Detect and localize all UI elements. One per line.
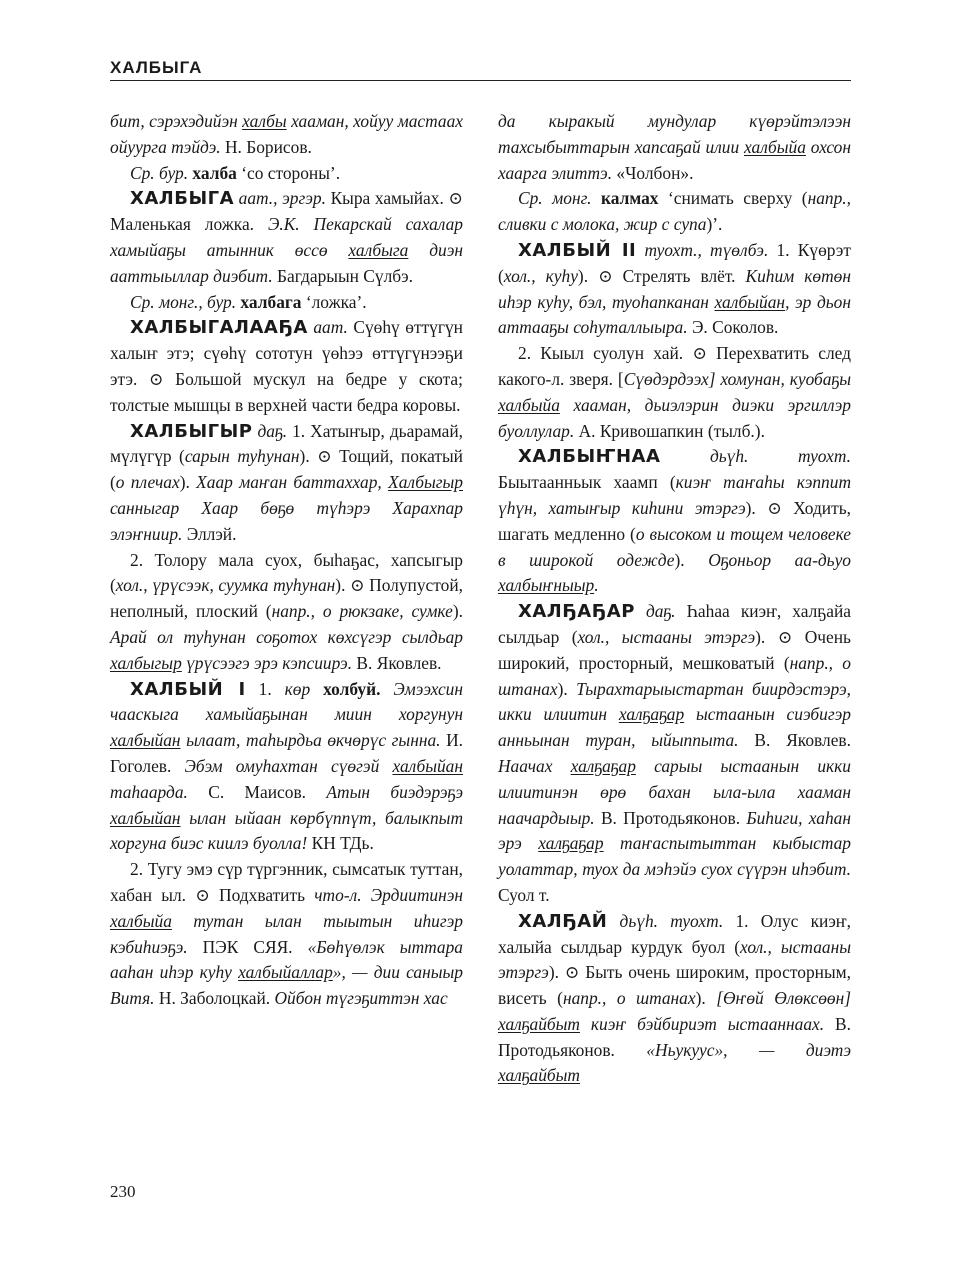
definition: ). — [179, 472, 190, 493]
entry-halbyga — [110, 186, 463, 289]
source-citation: Э. Соколов. — [687, 317, 779, 338]
definition: ). ⊙ Быть очень широким, просторным, висеть ( — [498, 962, 851, 1009]
example-text: ылаат, таһырдьа өкчөрүс гынна. — [180, 730, 441, 751]
right-column — [498, 109, 851, 1089]
headword: ХАЛБЫГАЛААҔА — [130, 317, 308, 339]
underlined-word: халҕайбыт — [498, 1065, 580, 1086]
example-text: «Ньукуус», — диэтэ — [614, 1039, 851, 1060]
underlined-word: халбыҥныыр — [498, 575, 595, 596]
example-text: киэҥ бэйбириэт ыстааннаах. — [579, 1013, 825, 1034]
sense-2 — [498, 341, 851, 444]
etym-gloss: )’. — [706, 214, 723, 235]
underlined-word: халбыга — [348, 239, 409, 260]
usage-note: о высоком и тощем человеке в широкой одежде — [498, 523, 852, 570]
etym-gloss: ‘снимать сверху ( — [658, 188, 808, 209]
example-text: , эр дьон аттааҕы соһуталлыыра. — [498, 291, 851, 338]
entry-continuation — [498, 109, 851, 186]
source-citation: Суол т. — [498, 884, 550, 905]
source-citation: Н. Борисов. — [220, 136, 312, 157]
underlined-word: халбыйан — [110, 730, 181, 751]
example-text: ылан ыйаан көрбүппүт, балыкпыт хоргуна биэс киилэ буолла! — [110, 807, 463, 854]
example-text: Эрдиитинэн — [361, 884, 463, 905]
source-citation: В. Яковлев. — [352, 652, 442, 673]
headword: ХАЛБЫЙ II — [518, 239, 637, 261]
etym-label: Ср. монг. — [518, 188, 601, 209]
source-citation: В. Яковлев. — [738, 730, 851, 751]
headword: ХАЛБЫЙ I — [130, 678, 246, 700]
definition: 2. Кыыл суолун хай. ⊙ Перехватить след какого-л. зверя. [ — [498, 343, 851, 389]
underlined-word: халбыйа — [498, 394, 560, 415]
usage-note: хол., ыстааны этэргэ — [577, 626, 756, 647]
grammar-label: дьүһ. туохт. — [660, 446, 851, 467]
grammar-label: даҕ. — [634, 601, 676, 622]
entry-halbygyr — [110, 419, 463, 548]
usage-note: напр., о штанах — [562, 988, 696, 1009]
etym-gloss: ‘со стороны’. — [236, 162, 341, 183]
example-text: таһаарда. — [110, 781, 188, 802]
definition: 1. Олус киэҥ, халыйа сылдьар курдук буол ( — [498, 910, 851, 957]
usage-note: хол., үрүсээк, суумка туһунан — [115, 575, 336, 596]
example-text: хааман, дьиэлэрин диэки эргиллэр буоллулар. — [498, 394, 851, 441]
example-text: «Бөһүөлэк ыттара ааһан иһэр куһу — [110, 936, 463, 983]
usage-note: хол., куһу — [503, 265, 578, 286]
etym-label: Ср. монг., бур. — [130, 291, 241, 312]
example-text: [Өҥөй Өлөксөөн] — [705, 988, 852, 1009]
etym-word: калмах — [600, 188, 659, 209]
example-text: Наачах — [498, 755, 571, 776]
sense-number: 1. — [245, 678, 285, 699]
underlined-word: халбыйаллар — [238, 962, 333, 983]
example-text: тутан ылан тыытын иһигэр кэбиһиэҕэ. — [110, 910, 463, 957]
underlined-word: халҕайбыт — [498, 1013, 580, 1034]
definition: ). ⊙ Очень широкий, просторный, мешковатый ( — [498, 626, 851, 673]
usage-note: напр., о рюкзаке, сумке — [271, 601, 453, 622]
headword: ХАЛҔАҔАР — [518, 601, 635, 623]
header-rule — [110, 80, 851, 81]
source-citation: «Чолбон». — [612, 162, 694, 183]
usage-note: напр., сливки с молока, жир с супа — [498, 188, 851, 235]
example-text: Оҕоньор аа-дьуо — [684, 549, 851, 570]
example-text: », — дии саныыр Витя. — [110, 962, 463, 1009]
definition: 1. Хатыҥыр, дьарамай, мүлүгүр ( — [110, 420, 463, 467]
entry-continuation — [110, 109, 463, 161]
etym-word: халба — [192, 162, 237, 183]
sense-2 — [110, 548, 463, 677]
underlined-word: халбыйан — [714, 291, 786, 312]
underlined-word: халҕаҕар — [538, 833, 604, 854]
usage-note: киэҥ таҥаһы кэппит үһүн, хатыҥыр киһини этэргэ — [498, 472, 852, 518]
usage-note: сарын туһунан — [184, 446, 300, 467]
underlined-word: халбы — [242, 111, 287, 131]
grammar-label: даҕ. — [252, 420, 288, 441]
definition: Сүөһү өттүгүн халыҥ этэ; сүөһү сототун үөһээ өттүгүнээҕи этэ. ⊙ Большой мускул на бедре у скота; толстые мышцы в верхней части бедра коровы. — [110, 317, 463, 415]
grammar-label: аат. — [307, 317, 348, 338]
entry-halbygalaaga — [110, 315, 463, 418]
headword: ХАЛБЫГЫР — [130, 420, 253, 442]
example-text: Хаар маҥан баттаххар, — [189, 472, 389, 493]
example-text: хааман, хойуу мастаах ойуурга тэйдэ. — [110, 111, 464, 157]
example-text: да кыракый мундулар күөрэйтэлээн тахсыбыттарын хапсаҕай илии — [498, 111, 851, 157]
definition: ). ⊙ Тощий, покатый ( — [110, 446, 463, 493]
sense-2 — [110, 857, 463, 1012]
example-text: Э.К. Пекарскай сахалар хамыйаҕы атынник өссө — [110, 214, 463, 260]
example-text: Эбэм омуһахтан сүөгэй — [171, 755, 393, 776]
grammar-label: туохт., түөлбэ. — [636, 239, 769, 260]
definition: ). ⊙ Полупустой, неполный, плоский ( — [110, 575, 463, 622]
grammar-label: дьүһ. туохт. — [607, 910, 724, 931]
source-citation: Багдарыын Сүлбэ. — [272, 265, 413, 286]
definition: Һаһаа киэҥ, халҕайа сылдьар ( — [498, 601, 851, 647]
underlined-word: халбыйа — [744, 136, 806, 157]
grammar-label: көр — [284, 678, 311, 699]
source-citation: Н. Заболоцкай. — [154, 988, 271, 1009]
definition: ). — [695, 988, 706, 1009]
example-text: Арай ол туһунан соҕотох көхсүгэр сылдьар — [110, 626, 463, 647]
entry-halbyi-2 — [498, 238, 851, 341]
underlined-word: Халбыгыр — [388, 472, 463, 493]
example-text: Биһиги, хаһан эрэ — [498, 807, 851, 854]
example-text: Тырахтарыыстартан биирдэстэрэ, икки илиитин — [498, 678, 851, 725]
example-text: сарыы ыстаанын икки илиитинэн өрө бахан ыла-ыла хааман наачардыыр. — [498, 755, 852, 828]
example-text: ыстаанын сиэбигэр анньынан туран, ыйыппыта. — [498, 704, 851, 751]
example-text: санныгар Хаар бөҕө түһэрэ Харахпар элэҥниир. — [110, 497, 463, 544]
example-text: Атын биэдэрэҕэ — [306, 781, 463, 802]
underlined-word: халҕаҕар — [570, 755, 636, 776]
source-citation: КН ТДь. — [307, 833, 374, 854]
example-text: Ойбон түгэҕиттэн хас — [270, 988, 448, 1009]
entry-halgai — [498, 909, 851, 1090]
example-text: охсон хаарга элиттэ. — [498, 136, 851, 183]
example-text: Эмээхсин чааскыга хамыйаҕынан миин хоргунун — [110, 678, 463, 725]
source-citation: А. Кривошапкин (тылб.). — [574, 420, 765, 441]
definition: Кыра хамыйах. ⊙ Маленькая ложка. — [110, 188, 463, 235]
underlined-word: халбыйа — [110, 910, 172, 931]
grammar-label: аат., эргэр. — [234, 188, 326, 209]
usage-note: что-л. — [314, 884, 362, 905]
source-citation: ПЭК СЯЯ. — [187, 936, 293, 957]
etymology-note — [498, 186, 851, 238]
source-citation: Эллэй. — [182, 523, 237, 544]
underlined-word: халбыгыр — [110, 652, 182, 673]
underlined-word: халҕаҕар — [618, 704, 685, 725]
usage-note: хол., ыстааны этэргэ — [498, 936, 851, 983]
etym-label: Ср. бур. — [130, 162, 193, 183]
example-text: таҥаспытыттан кыбыстар уолаттар, туох да мэһэйэ суох сүүрэн иһэбит. — [498, 833, 851, 880]
usage-note: напр., о штанах — [498, 652, 851, 699]
etym-word: халбага — [240, 291, 302, 312]
entry-halbyi-1 — [110, 677, 463, 858]
definition: 2. Тугу эмэ сүр түргэнник, сымсатык туттан, хабан ыл. ⊙ Подхватить — [110, 859, 463, 905]
source-citation: В. Протодьяконов. — [594, 807, 741, 828]
underlined-word: халбыйан — [110, 807, 181, 828]
source-citation: И. Гоголев. — [110, 730, 463, 776]
entry-halgagar — [498, 599, 851, 909]
entry-halbyngnaa — [498, 444, 851, 599]
definition: ). — [452, 601, 463, 622]
definition: Быытаанньык хаамп ( — [498, 472, 676, 493]
page-number: 230 — [110, 1182, 136, 1201]
etymology-note — [110, 161, 463, 187]
example-text: бит, сэрэхэдийэн — [110, 111, 243, 131]
cross-reference: холбуй. — [310, 678, 381, 699]
definition: 2. Толору мала суох, быһаҕас, хапсыгыр ( — [110, 549, 463, 596]
underlined-word: халбыйан — [392, 755, 463, 776]
definition: ). — [557, 678, 568, 699]
etymology-note — [110, 290, 463, 316]
etym-gloss: ‘ложка’. — [301, 291, 367, 312]
example-text: диэн ааттыыллар диэбит. — [110, 239, 463, 286]
definition: ). ⊙ Стрелять влёт. — [577, 265, 736, 286]
example-text: Сүөдэрдээх] хомунан, куобаҕы — [623, 368, 851, 389]
example-text: Киһим көтөн иһэр куһу, бэл, туоһапканан — [498, 265, 851, 312]
source-citation: С. Маисов. — [187, 781, 307, 802]
definition: ). — [674, 549, 685, 570]
source-citation: В. Протодьяконов. — [498, 1013, 851, 1060]
headword: ХАЛБЫҤНАА — [518, 446, 661, 468]
example-text: . — [594, 575, 599, 596]
headword: ХАЛБЫГА — [130, 188, 235, 210]
running-head: ХАЛБЫГА — [110, 58, 203, 77]
definition: 1. Күөрэт ( — [498, 239, 851, 286]
definition: ). ⊙ Ходить, шагать медленно ( — [498, 497, 851, 544]
usage-note: о плечах — [115, 472, 180, 493]
headword: ХАЛҔАЙ — [518, 910, 608, 932]
left-column — [110, 109, 463, 1012]
example-text: үрүсээгэ эрэ кэпсиирэ. — [181, 652, 353, 673]
